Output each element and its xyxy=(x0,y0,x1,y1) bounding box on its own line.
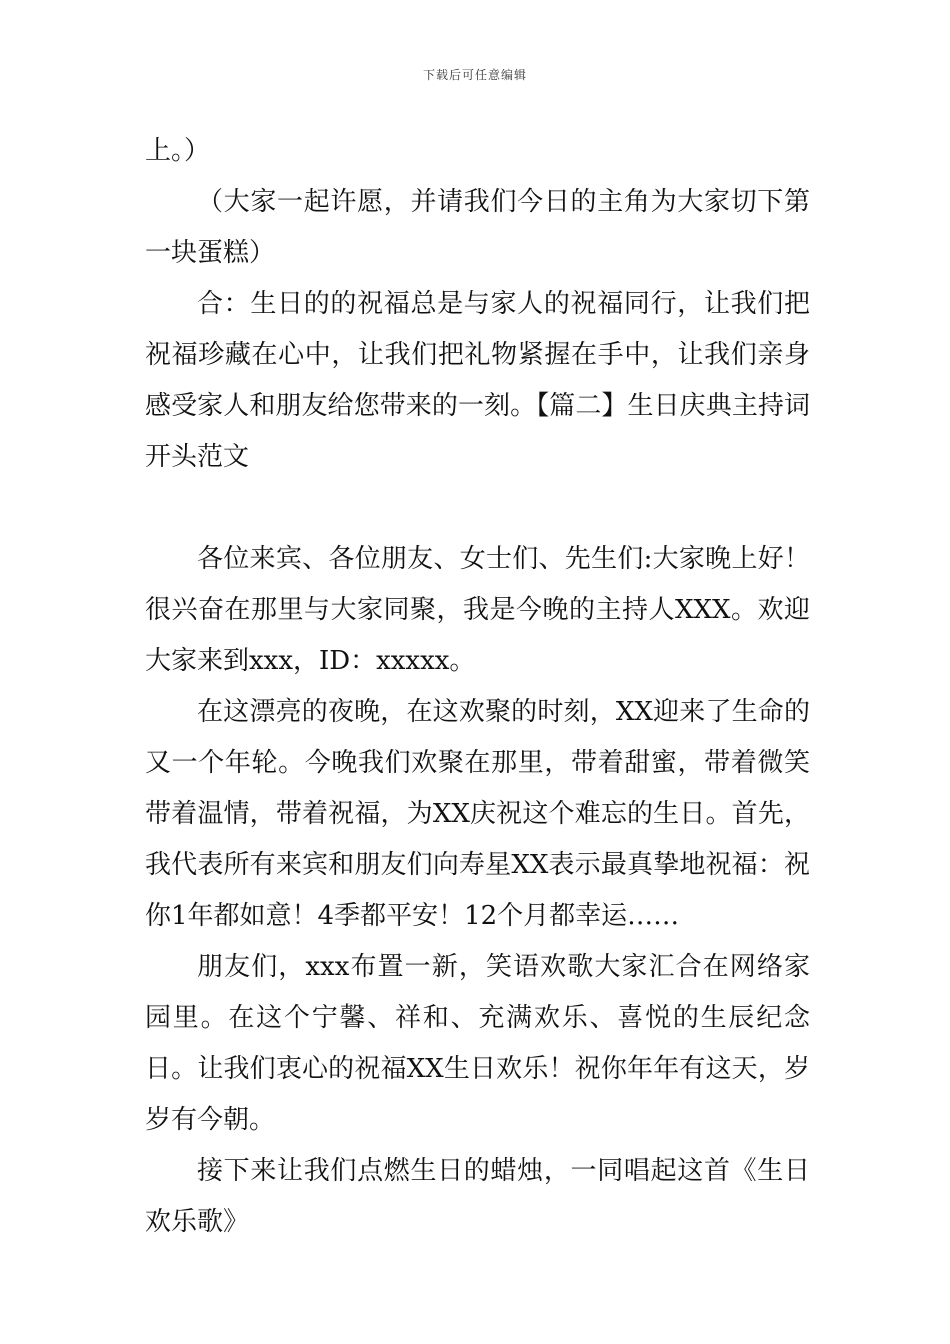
paragraph-candles: 接下来让我们点燃生日的蜡烛，一同唱起这首《生日欢乐歌》 xyxy=(145,1156,810,1237)
document-body xyxy=(145,126,810,1248)
paragraph-greeting: 各位来宾、各位朋友、女士们、先生们:大家晚上好！很兴奋在那里与大家同聚，我是今晚的主持人XXX。欢迎大家来到xxx，ID：xxxxx。 xyxy=(145,544,810,676)
paragraph-wish: （大家一起许愿，并请我们今日的主角为大家切下第一块蛋糕） xyxy=(145,187,810,268)
header-note: 下载后可任意编辑 xyxy=(422,68,527,82)
paragraph-spacer xyxy=(145,483,810,534)
paragraph-blessing: 合：生日的的祝福总是与家人的祝福同行，让我们把祝福珍藏在心中，让我们把礼物紧握在手中，让我们亲身感受家人和朋友给您带来的一刻。【篇二】生日庆典主持词开头范文 xyxy=(145,289,810,472)
paragraph-friends: 朋友们，xxx布置一新，笑语欢歌大家汇合在网络家园里。在这个宁馨、祥和、充满欢乐、喜悦的生辰纪念日。让我们衷心的祝福XX生日欢乐！祝你年年有这天，岁岁有今朝。 xyxy=(145,952,810,1135)
paragraph-evening: 在这漂亮的夜晚，在这欢聚的时刻，XX迎来了生命的又一个年轮。今晚我们欢聚在那里，带着甜蜜，带着微笑带着温情，带着祝福，为XX庆祝这个难忘的生日。首先，我代表所有来宾和朋友们向寿星XX表示最真挚地祝福：祝你1年都如意！4季都平安！12个月都幸运…… xyxy=(145,697,810,931)
paragraph-continuation: 上。） xyxy=(145,136,211,166)
